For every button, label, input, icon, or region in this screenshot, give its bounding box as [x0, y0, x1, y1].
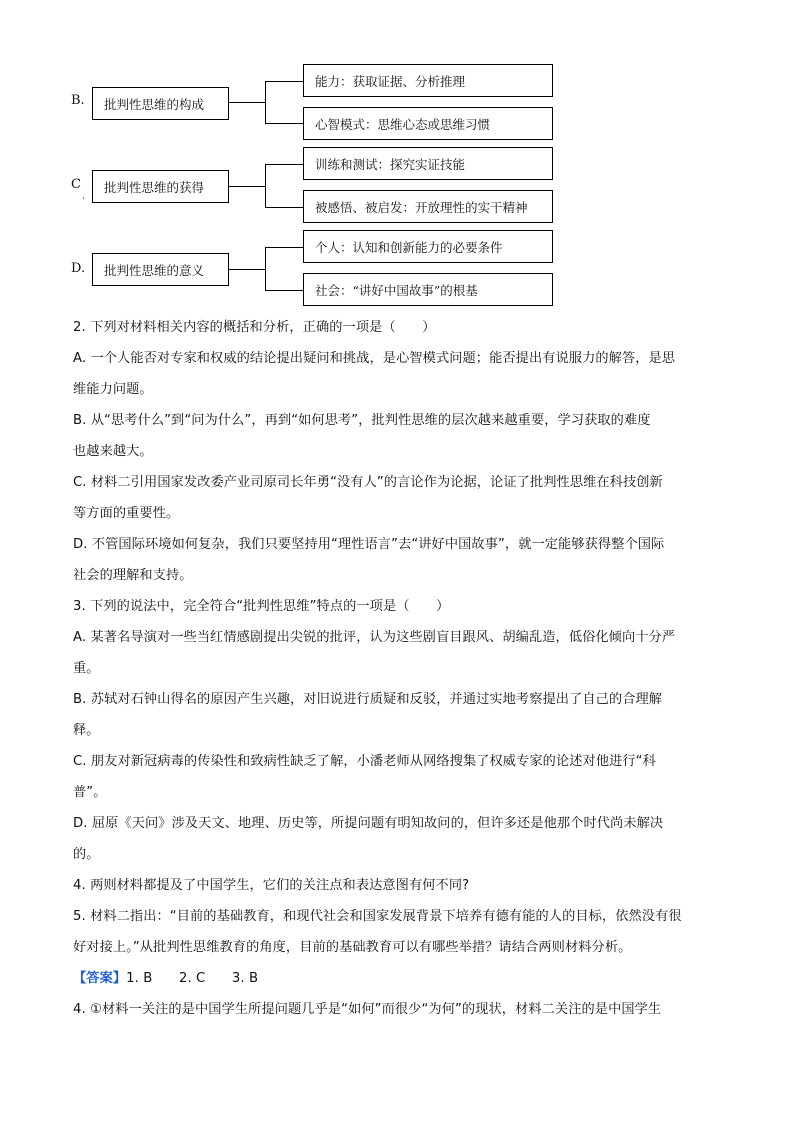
diagram-branch-box: 社会：“讲好中国故事”的根基 — [303, 273, 553, 306]
option-a-line: A. 一个人能否对专家和权威的结论提出疑问和挑战，是心智模式问题；能否提出有说服力的解答，是思 — [73, 351, 676, 366]
diagram-branch-box: 训练和测试：探究实证技能 — [303, 147, 553, 180]
answer-4-line: 4. ①材料一关注的是中国学生所提问题几乎是“如何”而很少“为何”的现状，材料二关注的是中国学生 — [73, 1002, 662, 1017]
answer-tag: 【答案】 — [73, 971, 127, 986]
diagram-main-box: 批判性思维的构成 — [92, 87, 229, 120]
diagram-main-box: 批判性思维的获得 — [92, 170, 229, 203]
connector-line — [265, 247, 303, 248]
option-letter-b: B. — [71, 93, 85, 108]
question-3 — [73, 591, 723, 870]
connector-line — [265, 123, 303, 124]
connector-line — [265, 81, 266, 124]
question-2 — [73, 312, 723, 591]
connector-line — [265, 207, 303, 208]
answer-choices-line — [73, 963, 723, 994]
diagram-branch-box: 被感悟、被启发：开放理性的实干精神 — [303, 190, 553, 223]
question-stem: 3. 下列的说法中，完全符合“批判性思维”特点的一项是（ ） — [73, 599, 450, 614]
option-b-line: 释。 — [73, 723, 100, 738]
option-c-line: 等方面的重要性。 — [73, 506, 180, 521]
option-d-line: D. 不管国际环境如何复杂，我们只要坚持用“理性语言”去“讲好中国故事”，就一定能够获得整个国际 — [73, 537, 665, 552]
diagram-branch-box: 心智模式：思维心态或思维习惯 — [303, 107, 553, 140]
connector-line — [265, 164, 303, 165]
option-b-line: B. 从“思考什么”到“问为什么”，再到“如何思考”，批判性思维的层次越来越重要，学习获取的难度 — [73, 413, 651, 428]
diagram-main-box: 批判性思维的意义 — [92, 253, 229, 286]
connector-line — [265, 164, 266, 208]
option-letter-d: D. — [71, 261, 86, 276]
option-a-line: A. 某著名导演对一些当红情感剧提出尖锐的批评，认为这些剧盲目跟风、胡编乱造，低俗化倾向十分严 — [73, 630, 676, 645]
connector-line — [265, 81, 303, 82]
question-5-line: 5. 材料二指出：“目前的基础教育，和现代社会和国家发展背景下培养有德有能的人的目标，依然没有很 — [73, 909, 682, 924]
dot-mark: · — [82, 194, 85, 204]
option-c-line: C. 材料二引用国家发改委产业司原司长年勇“没有人”的言论作为论据，论证了批判性思维在科技创新 — [73, 475, 663, 490]
option-c-line: C. 朋友对新冠病毒的传染性和致病性缺乏了解，小潘老师从网络搜集了权威专家的论述对他进行“科 — [73, 754, 656, 769]
option-c-line: 普”。 — [73, 785, 107, 800]
question-stem: 2. 下列对材料相关内容的概括和分析，正确的一项是（ ） — [73, 320, 436, 335]
diagram-branch-box: 个人：认知和创新能力的必要条件 — [303, 230, 553, 263]
connector-line — [229, 186, 266, 187]
connector-line — [265, 290, 303, 291]
diagram-branch-box: 能力：获取证据、分析推理 — [303, 64, 553, 97]
option-b-line: B. 苏轼对石钟山得名的原因产生兴趣，对旧说进行质疑和反驳，并通过实地考察提出了自己的合理解 — [73, 692, 663, 707]
option-d-line: 的。 — [73, 847, 100, 862]
option-d-line: 社会的理解和支持。 — [73, 568, 193, 583]
option-letter-c: C — [71, 177, 81, 192]
connector-line — [229, 269, 266, 270]
option-d-line: D. 屈原《天问》涉及天文、地理、历史等，所提问题有明知故问的，但许多还是他那个时代尚未解决 — [73, 816, 664, 831]
option-a-line: 维能力问题。 — [73, 382, 153, 397]
connector-line — [229, 102, 266, 103]
option-a-line: 重。 — [73, 661, 100, 676]
question-4: 4. 两则材料都提及了中国学生，它们的关注点和表达意图有何不同? — [73, 878, 470, 893]
answer-section — [73, 963, 723, 1025]
option-b-line: 也越来越大。 — [73, 444, 153, 459]
answer-choices: 1. B 2. C 3. B — [126, 971, 259, 986]
question-4-5 — [73, 870, 723, 963]
connector-line — [265, 247, 266, 291]
question-5-line: 好对接上。”从批判性思维教育的角度，目前的基础教育可以有哪些举措？请结合两则材料分析。 — [73, 940, 632, 955]
